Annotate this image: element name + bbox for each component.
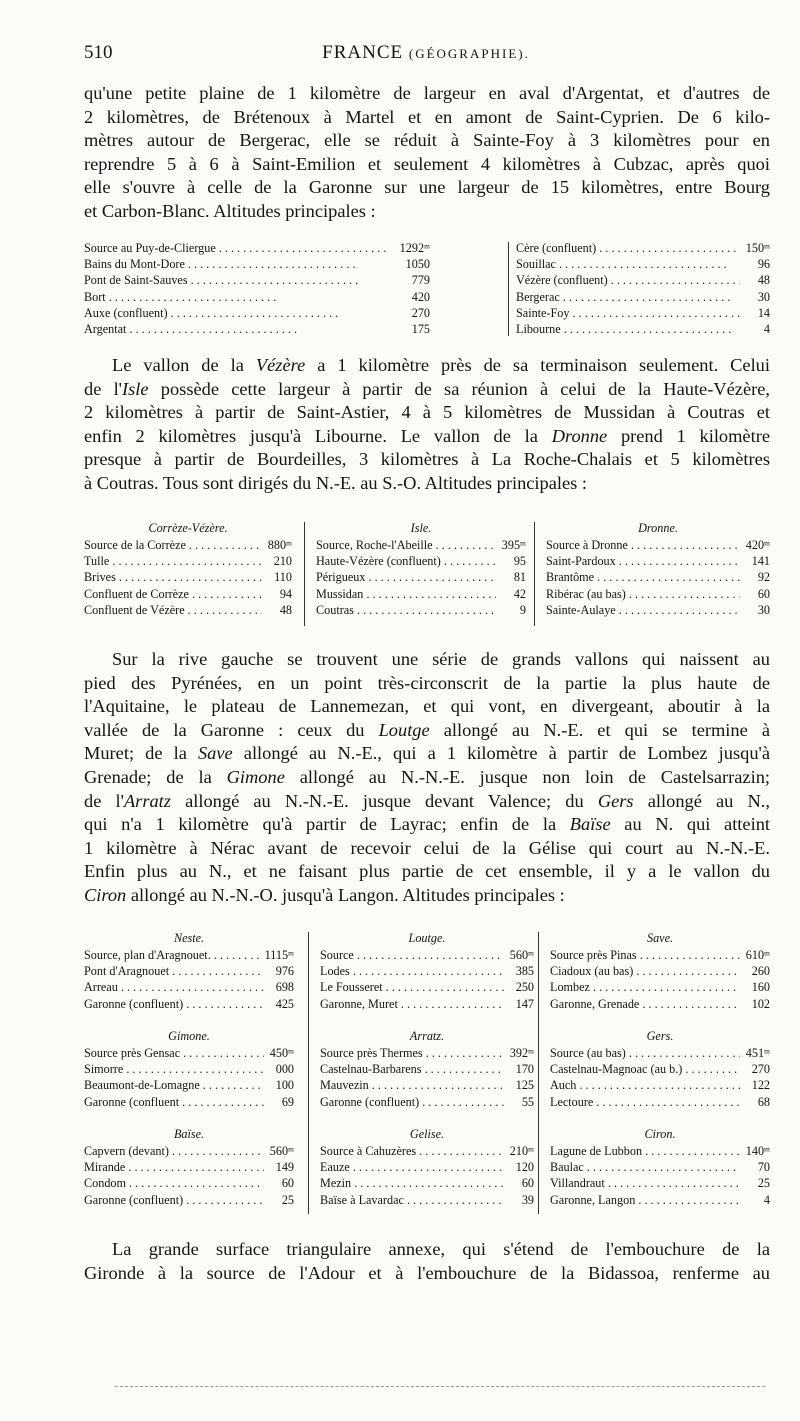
place-name: Lodes . . .	[320, 963, 504, 979]
place-name: Haute-Vézère (confluent) . . .	[316, 553, 496, 569]
place-name: Source (au bas) . . .	[550, 1045, 740, 1061]
running-header	[84, 42, 768, 72]
place-name: Mussidan . . .	[316, 586, 496, 602]
column-heading: Isle.	[410, 521, 432, 535]
table-row	[316, 537, 526, 553]
place-name: Coutras . . .	[316, 602, 496, 618]
table-row	[84, 305, 430, 321]
table-row	[84, 553, 292, 569]
table-row	[84, 947, 294, 963]
text-line: vallée de la Garonne : ceux du Loutge allongé au N.-E. et qui se termine à	[84, 719, 770, 740]
altitude-value: 95	[513, 554, 526, 569]
table-row	[84, 1159, 294, 1175]
altitude-value: 120	[515, 1160, 534, 1175]
altitude-value: 4	[763, 1192, 770, 1207]
table-row	[84, 1175, 294, 1191]
place-name: Pont de Saint-Sauves . . .	[84, 272, 400, 288]
altitude-value: 425	[275, 996, 294, 1011]
table-row	[84, 586, 292, 602]
altitude-value: 450ᵐ	[269, 1046, 294, 1060]
table-row	[516, 256, 770, 272]
altitude-value: 210ᵐ	[509, 1144, 534, 1158]
place-name: Tulle . . .	[84, 553, 262, 569]
title-main: FRANCE	[322, 42, 404, 63]
table-row	[84, 602, 292, 618]
altitude-value: 1292ᵐ	[399, 241, 430, 255]
column-heading: Corrèze-Vézère.	[148, 521, 228, 535]
text-line: La grande surface triangulaire annexe, qui s'étend de l'embouchure de la	[112, 1239, 770, 1259]
place-name: Brantôme . . .	[546, 569, 740, 585]
text-line: qui n'a 1 kilomètre qu'à partir de Layrac; enfin de la Baïse au N. qui atteint	[84, 814, 770, 835]
paragraph-2	[84, 354, 770, 496]
table-column	[84, 930, 294, 1012]
place-name: Capvern (devant) . . .	[84, 1143, 264, 1159]
altitude-value: 55	[521, 1094, 534, 1109]
altitude-value: 30	[757, 602, 770, 617]
table-row	[320, 996, 534, 1012]
table-row	[550, 1175, 770, 1191]
place-name: Cère (confluent) . . .	[516, 240, 740, 256]
text-line: pied des Pyrénées, en un point très-circonscrit de la partie la plus haute de	[84, 672, 770, 693]
place-name: Garonne (confluent) . . .	[84, 1192, 264, 1208]
altitude-value: 270	[751, 1062, 770, 1077]
altitude-value: 1050	[405, 257, 430, 272]
place-name: Baulac . . .	[550, 1159, 740, 1175]
column-divider	[534, 522, 535, 626]
altitude-value: 48	[279, 602, 292, 617]
place-name: Garonne, Muret . . .	[320, 996, 504, 1012]
table-row	[84, 1077, 294, 1093]
page-title	[84, 42, 768, 64]
text-line: enfin 2 kilomètres jusqu'à Libourne. Le vallon de la Dronne prend 1 kilomètre	[84, 425, 770, 446]
table-column	[84, 1028, 294, 1110]
table-row	[84, 979, 294, 995]
table-row	[320, 1159, 534, 1175]
place-name: Sainte-Foy . . .	[516, 305, 740, 321]
table-row	[516, 240, 770, 256]
place-name: Villandraut . . .	[550, 1175, 740, 1191]
altitude-value: 451ᵐ	[745, 1046, 770, 1060]
table-row	[516, 272, 770, 288]
altitude-value: 60	[757, 586, 770, 601]
column-heading: Gelise.	[409, 1127, 445, 1141]
place-name: Castelnau-Magnoac (au b.) . . .	[550, 1061, 740, 1077]
place-name: Argentat . . .	[84, 321, 400, 337]
place-name: Garonne (confluent) . . .	[320, 1094, 504, 1110]
table-row	[546, 553, 770, 569]
page-footer-rule	[115, 1386, 765, 1387]
altitude-value: 102	[751, 996, 770, 1011]
table-row	[320, 1192, 534, 1208]
table-row	[84, 1045, 294, 1061]
text-line: mètres autour de Bergerac, elle se réduit à Sainte-Foy à 3 kilomètres pour en	[84, 130, 770, 151]
place-name: Garonne, Grenade . . .	[550, 996, 740, 1012]
table-row	[84, 321, 430, 337]
column-divider	[508, 242, 509, 336]
altitude-table-3	[84, 930, 770, 1220]
paragraph-4	[84, 1238, 770, 1285]
place-name: Source à Dronne . . .	[546, 537, 740, 553]
altitude-value: 395ᵐ	[501, 538, 526, 552]
place-name: Baïse à Lavardac . . .	[320, 1192, 504, 1208]
column-divider	[308, 932, 309, 1214]
text-line: presque à partir de Bourdeilles, 3 kilomètres à La Roche-Chalais et 5 kilomètres	[84, 449, 770, 470]
altitude-value: 175	[411, 322, 430, 337]
table-row	[84, 272, 430, 288]
table-row	[316, 553, 526, 569]
table-row	[546, 586, 770, 602]
place-name: Pont d'Aragnouet . . .	[84, 963, 264, 979]
text-line: Sur la rive gauche se trouvent une série de grands vallons qui naissent au	[112, 649, 770, 669]
place-name: Source, plan d'Aragnouet. . . .	[84, 947, 261, 963]
place-name: Castelnau-Barbarens . . .	[320, 1061, 504, 1077]
table-column	[320, 1028, 534, 1110]
place-name: Mezin . . .	[320, 1175, 504, 1191]
altitude-value: 560ᵐ	[269, 1144, 294, 1158]
altitude-value: 976	[275, 964, 294, 979]
place-name: Périgueux . . .	[316, 569, 496, 585]
table-row	[84, 1061, 294, 1077]
table-row	[550, 1143, 770, 1159]
table-column	[320, 930, 534, 1012]
table-column	[320, 1126, 534, 1208]
place-name: Source à Cahuzères . . .	[320, 1143, 504, 1159]
altitude-value: 250	[515, 980, 534, 995]
place-name: Brives . . .	[84, 569, 262, 585]
place-name: Saint-Pardoux . . .	[546, 553, 740, 569]
table-row	[320, 1045, 534, 1061]
altitude-value: 150ᵐ	[745, 241, 770, 255]
table-row	[546, 569, 770, 585]
text-line: de l'Arratz allongé au N.-N.-E. jusque devant Valence; du Gers allongé au N.,	[84, 790, 770, 811]
column-heading: Neste.	[173, 931, 205, 945]
place-name: Confluent de Corrèze . . .	[84, 586, 262, 602]
altitude-value: 9	[519, 602, 526, 617]
table-row	[84, 1094, 294, 1110]
table-row	[550, 1045, 770, 1061]
altitude-value: 000	[275, 1062, 294, 1077]
table-row	[320, 947, 534, 963]
table-column	[84, 240, 430, 337]
altitude-value: 92	[757, 570, 770, 585]
place-name: Souillac . . .	[516, 256, 740, 272]
place-name: Auch . . .	[550, 1077, 740, 1093]
place-name: Source, Roche-l'Abeille . . .	[316, 537, 496, 553]
text-line: de l'Isle possède cette largeur à partir de sa réunion à celui de la Haute-Vézère,	[84, 378, 770, 399]
altitude-value: 48	[757, 273, 770, 288]
altitude-value: 779	[411, 273, 430, 288]
altitude-value: 30	[757, 289, 770, 304]
table-row	[84, 1143, 294, 1159]
text-line: Ciron allongé au N.-N.-O. jusqu'à Langon. Altitudes principales :	[84, 884, 565, 905]
altitude-value: 420ᵐ	[745, 538, 770, 552]
paragraph-1	[84, 82, 770, 224]
place-name: Lectoure . . .	[550, 1094, 740, 1110]
paragraph-3	[84, 648, 770, 908]
table-row	[84, 1192, 294, 1208]
text-line: Le vallon de la Vézère a 1 kilomètre près de sa terminaison seulement. Celui	[112, 355, 770, 375]
table-row	[84, 289, 430, 305]
altitude-value: 25	[281, 1192, 294, 1207]
altitude-value: 96	[757, 257, 770, 272]
altitude-value: 60	[281, 1176, 294, 1191]
place-name: Confluent de Vézère . . .	[84, 602, 262, 618]
table-row	[316, 586, 526, 602]
place-name: Arreau . . .	[84, 979, 264, 995]
altitude-value: 110	[274, 570, 292, 585]
table-row	[84, 996, 294, 1012]
altitude-value: 39	[521, 1192, 534, 1207]
table-row	[84, 240, 430, 256]
table-row	[84, 963, 294, 979]
text-line: qu'une petite plaine de 1 kilomètre de largeur en aval d'Argentat, et d'autres de	[84, 83, 770, 103]
table-row	[550, 1061, 770, 1077]
place-name: Source près Pinas . . .	[550, 947, 740, 963]
place-name: Eauze . . .	[320, 1159, 504, 1175]
column-divider	[538, 932, 539, 1214]
text-line: 2 kilomètres, de Brétenoux à Martel et en amont de Saint-Cyprien. De 6 kilo-	[84, 106, 770, 127]
altitude-value: 260	[751, 964, 770, 979]
table-row	[550, 996, 770, 1012]
place-name: Lagune de Lubbon . . .	[550, 1143, 740, 1159]
altitude-value: 392ᵐ	[509, 1046, 534, 1060]
altitude-value: 68	[757, 1094, 770, 1109]
altitude-value: 94	[279, 586, 292, 601]
table-row	[550, 1192, 770, 1208]
place-name: Simorre . . .	[84, 1061, 264, 1077]
table-row	[316, 569, 526, 585]
place-name: Garonne, Langon . . .	[550, 1192, 740, 1208]
table-row	[316, 602, 526, 618]
place-name: Beaumont-de-Lomagne . . .	[84, 1077, 264, 1093]
title-sub: (GÉOGRAPHIE).	[408, 46, 530, 61]
table-row	[320, 979, 534, 995]
place-name: Source . . .	[320, 947, 504, 963]
text-line: 2 kilomètres à partir de Saint-Astier, 4 à 5 kilomètres de Mussidan à Coutras et	[84, 402, 770, 423]
altitude-value: 698	[275, 980, 294, 995]
page-number: 510	[84, 42, 113, 63]
altitude-value: 140ᵐ	[745, 1144, 770, 1158]
place-name: Mirande . . .	[84, 1159, 264, 1175]
place-name: Source de la Corrèze . . .	[84, 537, 262, 553]
text-line: Enfin plus au N., et ne faisant plus partie de cet ensemble, il y a le vallon du	[84, 861, 770, 882]
table-row	[550, 947, 770, 963]
altitude-value: 60	[521, 1176, 534, 1191]
place-name: Auxe (confluent) . . .	[84, 305, 400, 321]
table-row	[550, 979, 770, 995]
altitude-value: 100	[275, 1078, 294, 1093]
place-name: Bort . . .	[84, 289, 400, 305]
altitude-value: 14	[757, 305, 770, 320]
table-row	[84, 256, 430, 272]
table-row	[550, 1159, 770, 1175]
table-column	[550, 930, 770, 1012]
table-row	[84, 537, 292, 553]
text-line: reprendre 5 à 6 à Saint-Emilion et seulement 4 kilomètres à Cubzac, après quoi	[84, 153, 770, 174]
altitude-value: 147	[515, 996, 534, 1011]
table-row	[320, 1094, 534, 1110]
text-line: à Coutras. Tous sont dirigés du N.-E. au S.-O. Altitudes principales :	[84, 472, 588, 493]
altitude-value: 25	[757, 1176, 770, 1191]
altitude-value: 420	[411, 289, 430, 304]
altitude-value: 4	[763, 322, 770, 337]
place-name: Ciadoux (au bas) . . .	[550, 963, 740, 979]
table-column	[84, 1126, 294, 1208]
place-name: Vézère (confluent) . . .	[516, 272, 740, 288]
place-name: Bergerac . . .	[516, 289, 740, 305]
table-row	[320, 963, 534, 979]
table-row	[84, 569, 292, 585]
place-name: Source près Thermes . . .	[320, 1045, 504, 1061]
table-row	[546, 602, 770, 618]
altitude-value: 560ᵐ	[509, 948, 534, 962]
column-heading: Baïse.	[173, 1127, 205, 1141]
place-name: Condom . . .	[84, 1175, 264, 1191]
altitude-value: 610ᵐ	[745, 948, 770, 962]
text-line: elle s'ouvre à celle de la Garonne sur une largeur de 15 kilomètres, entre Bourg	[84, 177, 770, 198]
altitude-value: 69	[281, 1094, 294, 1109]
table-column	[550, 1028, 770, 1110]
altitude-value: 122	[751, 1078, 770, 1093]
place-name: Le Fousseret . . .	[320, 979, 504, 995]
column-heading: Ciron.	[644, 1127, 676, 1141]
column-divider	[304, 522, 305, 626]
altitude-value: 141	[751, 554, 770, 569]
place-name: Mauvezin . . .	[320, 1077, 504, 1093]
text-line: 1 kilomètre à Nérac avant de recevoir celui de la Gélise qui court au N.-N.-E.	[84, 837, 770, 858]
text-line: l'Aquitaine, le plateau de Lannemezan, et qui vont, en divergeant, aboutir à la	[84, 696, 770, 717]
altitude-value: 170	[515, 1062, 534, 1077]
altitude-value: 1115ᵐ	[264, 948, 294, 962]
table-row	[550, 1077, 770, 1093]
table-row	[550, 963, 770, 979]
table-row	[320, 1077, 534, 1093]
table-row	[516, 321, 770, 337]
altitude-value: 149	[275, 1160, 294, 1175]
table-row	[320, 1061, 534, 1077]
table-row	[546, 537, 770, 553]
place-name: Garonne (confluent) . . .	[84, 996, 264, 1012]
altitude-table-2	[84, 520, 770, 630]
altitude-value: 880ᵐ	[267, 538, 292, 552]
column-heading: Loutge.	[408, 931, 446, 945]
altitude-value: 385	[515, 964, 534, 979]
table-column	[316, 520, 526, 618]
table-row	[516, 289, 770, 305]
altitude-value: 210	[273, 554, 292, 569]
table-row	[320, 1143, 534, 1159]
column-heading: Gimone.	[168, 1029, 210, 1043]
place-name: Lombez . . .	[550, 979, 740, 995]
text-line: Gironde à la source de l'Adour et à l'embouchure de la Bidassoa, renferme au	[84, 1262, 770, 1283]
altitude-value: 270	[411, 305, 430, 320]
table-row	[320, 1175, 534, 1191]
place-name: Source au Puy-de-Cliergue . . .	[84, 240, 396, 256]
altitude-value: 42	[513, 586, 526, 601]
table-row	[550, 1094, 770, 1110]
table-column	[546, 520, 770, 618]
column-heading: Arratz.	[409, 1029, 445, 1043]
table-row	[516, 305, 770, 321]
column-heading: Dronne.	[638, 521, 678, 535]
altitude-value: 160	[751, 980, 770, 995]
altitude-value: 70	[757, 1160, 770, 1175]
place-name: Garonne (confluent . . .	[84, 1094, 264, 1110]
column-heading: Save.	[646, 931, 674, 945]
place-name: Sainte-Aulaye . . .	[546, 602, 740, 618]
place-name: Ribérac (au bas) . . .	[546, 586, 740, 602]
table-column	[516, 240, 770, 337]
altitude-table-1	[84, 240, 770, 340]
text-line: Grenade; de la Gimone allongé au N.-N.-E. jusque non loin de Castelsarrazin;	[84, 766, 770, 787]
altitude-value: 81	[513, 570, 526, 585]
table-column	[84, 520, 292, 618]
table-column	[550, 1126, 770, 1208]
altitude-value: 125	[515, 1078, 534, 1093]
place-name: Source près Gensac . . .	[84, 1045, 264, 1061]
text-line: et Carbon-Blanc. Altitudes principales :	[84, 200, 376, 221]
place-name: Bains du Mont-Dore . . .	[84, 256, 400, 272]
column-heading: Gers.	[646, 1029, 674, 1043]
text-line: Muret; de la Save allongé au N.-E., qui a 1 kilomètre à partir de Lombez jusqu'à	[84, 743, 770, 764]
place-name: Libourne . . .	[516, 321, 740, 337]
